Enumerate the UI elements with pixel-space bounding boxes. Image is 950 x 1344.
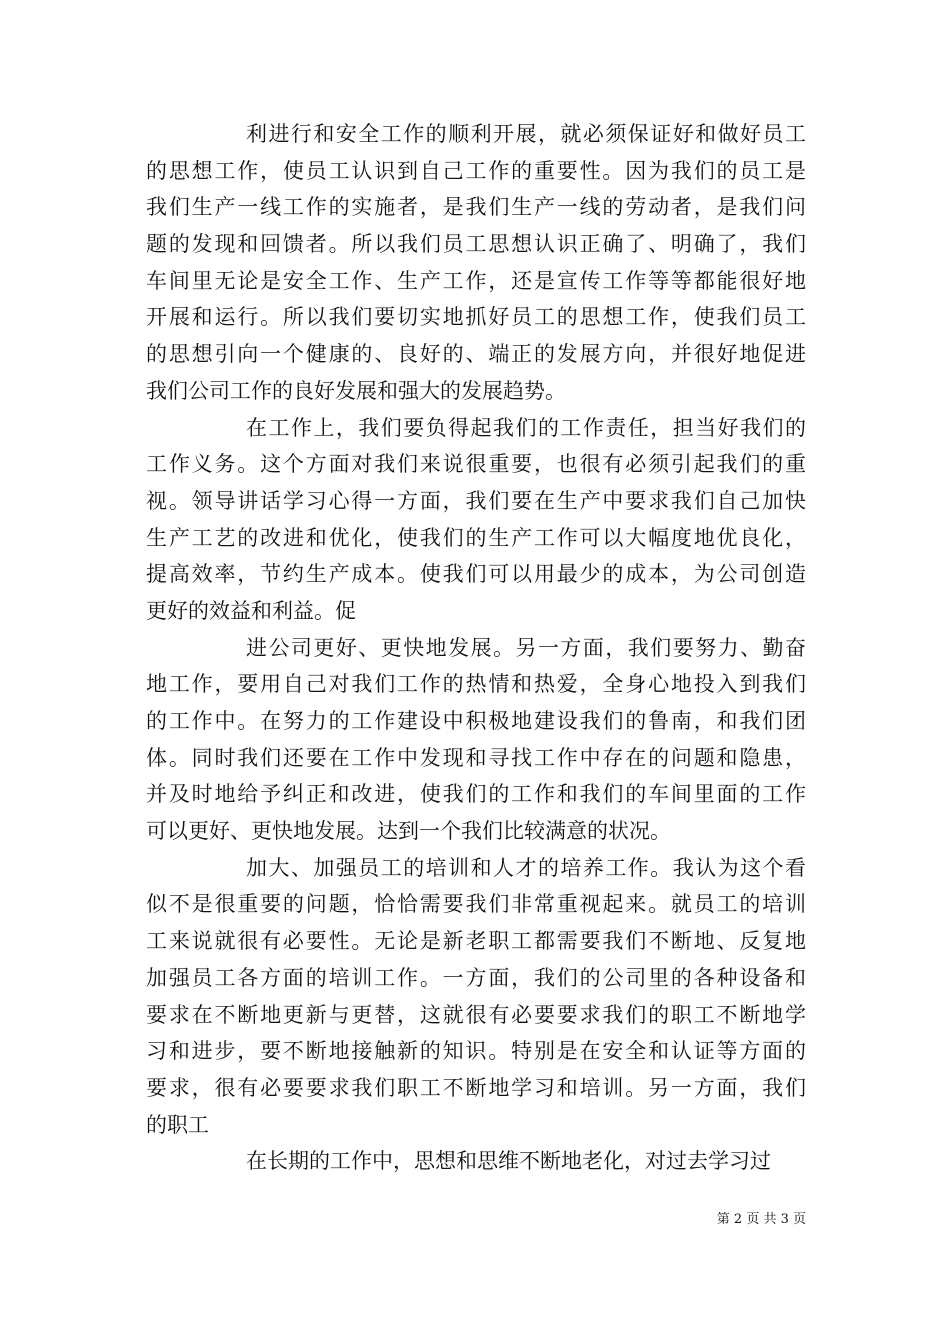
paragraph-line: 可以更好、更快地发展。达到一个我们比较满意的状况。 (146, 819, 671, 844)
paragraph-line: 的思想引向一个健康的、良好的、端正的发展方向，并很好地促进 (146, 342, 806, 367)
paragraph-line: 地工作，要用自己对我们工作的热情和热爱，全身心地投入到我们 (146, 672, 806, 697)
paragraph-line: 的工作中。在努力的工作建设中积极地建设我们的鲁南，和我们团 (146, 709, 806, 733)
paragraph-line: 题的发现和回馈者。所以我们员工思想认识正确了、明确了，我们 (146, 232, 806, 257)
paragraph-line: 工来说就很有必要性。无论是新老职工都需要我们不断地、反复地 (146, 929, 806, 954)
paragraph-line: 要求，很有必要要求我们职工不断地学习和培训。另一方面，我们 (146, 1075, 806, 1100)
document-body (146, 116, 806, 1180)
paragraph-line: 并及时地给予纠正和改进，使我们的工作和我们的车间里面的工作 (146, 782, 806, 807)
paragraph-line: 开展和运行。所以我们要切实地抓好员工的思想工作，使我们员工 (146, 305, 806, 330)
paragraph-line: 在长期的工作中，思想和思维不断地老化，对过去学习过 (246, 1149, 771, 1174)
paragraph-line: 似不是很重要的问题，恰恰需要我们非常重视起来。就员工的培训 (146, 892, 806, 917)
paragraph-line: 工作义务。这个方面对我们来说很重要，也很有必须引起我们的重 (146, 452, 806, 477)
paragraph-line: 习和进步，要不断地接触新的知识。特别是在安全和认证等方面的 (146, 1039, 806, 1064)
paragraph-line: 我们生产一线工作的实施者，是我们生产一线的劳动者，是我们问 (146, 195, 806, 220)
paragraph-line: 的思想工作，使员工认识到自己工作的重要性。因为我们的员工是 (146, 158, 806, 183)
paragraph-line: 视。领导讲话学习心得一方面，我们要在生产中要求我们自己加快 (146, 488, 806, 513)
paragraph-line: 我们公司工作的良好发展和强大的发展趋势。 (146, 378, 566, 403)
paragraph-line: 加强员工各方面的培训工作。一方面，我们的公司里的各种设备和 (146, 965, 806, 990)
paragraph-line: 进公司更好、更快地发展。另一方面，我们要努力、勤奋 (246, 635, 806, 660)
paragraph-line: 的职工 (146, 1112, 209, 1137)
paragraph-line: 更好的效益和利益。促 (146, 598, 356, 623)
paragraph-line: 要求在不断地更新与更替，这就很有必要要求我们的职工不断地学 (146, 1002, 806, 1027)
paragraph-line: 体。同时我们还要在工作中发现和寻找工作中存在的问题和隐患， (146, 745, 806, 770)
page-number-footer: 第 2 页 共 3 页 (716, 1212, 806, 1227)
paragraph-line: 生产工艺的改进和优化，使我们的生产工作可以大幅度地优良化， (146, 525, 806, 550)
paragraph-line: 加大、加强员工的培训和人才的培养工作。我认为这个看 (246, 855, 806, 880)
paragraph-line: 在工作上，我们要负得起我们的工作责任，担当好我们的 (246, 415, 806, 440)
paragraph-line: 提高效率，节约生产成本。使我们可以用最少的成本，为公司创造 (146, 562, 806, 587)
paragraph-line: 利进行和安全工作的顺利开展，就必须保证好和做好员工 (246, 122, 806, 146)
paragraph-line: 车间里无论是安全工作、生产工作，还是宣传工作等等都能很好地 (146, 268, 806, 293)
